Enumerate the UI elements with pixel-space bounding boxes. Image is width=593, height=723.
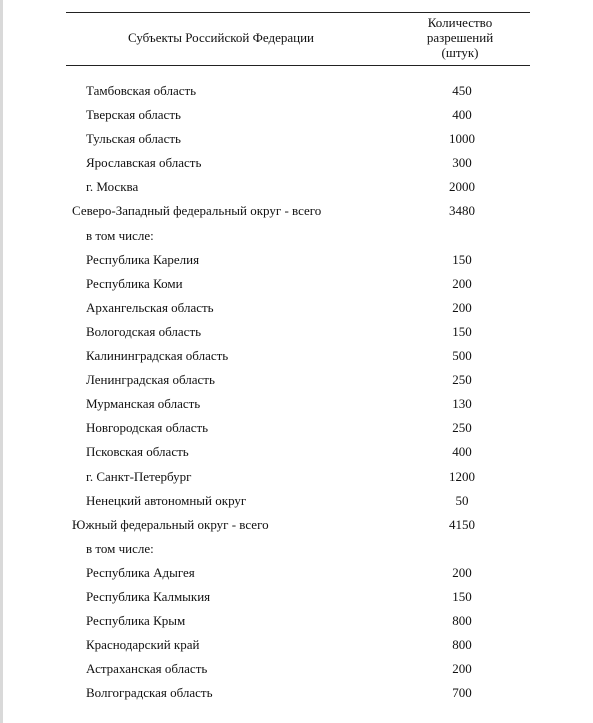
permit-count: 130 — [452, 396, 472, 412]
subject-name: в том числе: — [86, 227, 154, 243]
header-subjects-column: Субъекты Российской Федерации — [128, 30, 314, 45]
subject-name: Тверская область — [86, 107, 181, 123]
subtotal-note-row — [0, 537, 593, 561]
subject-name: Ленинградская область — [86, 372, 215, 388]
table-row — [0, 127, 593, 151]
table-body — [0, 79, 593, 705]
permit-count: 300 — [452, 155, 472, 171]
subtotal-note-row — [0, 224, 593, 248]
header-count-line-1: Количество — [427, 15, 493, 30]
subject-name: Архангельская область — [86, 299, 214, 315]
subject-name: Калининградская область — [86, 348, 229, 364]
district-total-row — [0, 199, 593, 223]
table-header — [66, 12, 530, 66]
table-row — [0, 175, 593, 199]
district-total-row — [0, 513, 593, 537]
permit-count: 50 — [455, 492, 469, 508]
permit-count: 700 — [452, 685, 472, 701]
permit-count: 450 — [452, 83, 472, 98]
permit-count: 200 — [452, 275, 472, 291]
permit-count: 800 — [452, 613, 472, 629]
subject-name: Ненецкий автономный округ — [86, 492, 247, 508]
table-row — [0, 392, 593, 416]
permit-count: 200 — [452, 299, 472, 315]
subject-name: Вологодская область — [86, 323, 202, 339]
permit-count: 1000 — [449, 131, 475, 147]
subject-name: Мурманская область — [86, 396, 201, 412]
header-count-line-3: (штук) — [441, 45, 479, 60]
subject-name: Псковская область — [86, 444, 189, 460]
table-row — [0, 489, 593, 513]
permit-count: 4150 — [449, 516, 475, 532]
permit-count: 250 — [452, 420, 472, 436]
table-row — [0, 585, 593, 609]
subject-name: Южный федеральный округ - всего — [72, 516, 269, 532]
subject-name: Тульская область — [86, 131, 181, 147]
table-row — [0, 657, 593, 681]
permit-count: 500 — [452, 348, 472, 364]
subject-name: Республика Крым — [86, 613, 186, 629]
permit-count: 250 — [452, 372, 472, 388]
subject-name: г. Санкт-Петербург — [86, 468, 192, 484]
table-row — [0, 151, 593, 175]
table-row — [0, 609, 593, 633]
permit-count: 200 — [452, 564, 472, 580]
permit-count: 200 — [452, 661, 472, 677]
subject-name: Новгородская область — [86, 420, 209, 436]
permit-count: 800 — [452, 637, 472, 653]
subject-name: Краснодарский край — [86, 637, 200, 653]
permit-count: 400 — [452, 444, 472, 460]
table-row — [0, 416, 593, 440]
permit-count: 400 — [452, 107, 472, 123]
table-row — [0, 320, 593, 344]
subject-name: Северо-Западный федеральный округ - всего — [72, 203, 322, 219]
table-row — [0, 561, 593, 585]
permit-count: 2000 — [449, 179, 475, 195]
subject-name: Волгоградская область — [86, 685, 213, 701]
permit-count: 3480 — [449, 203, 475, 219]
table-row — [0, 296, 593, 320]
table-row — [0, 368, 593, 392]
subject-name: Республика Коми — [86, 275, 183, 291]
header-count-line-2: разрешений — [426, 30, 494, 45]
subject-name: Астраханская область — [86, 661, 208, 677]
table-row — [0, 344, 593, 368]
subject-name: Республика Калмыкия — [86, 588, 211, 604]
subject-name: Республика Карелия — [86, 251, 200, 267]
table-row — [0, 440, 593, 464]
table-row — [0, 633, 593, 657]
subject-name: г. Москва — [86, 179, 139, 195]
table-row — [0, 465, 593, 489]
table-row — [0, 272, 593, 296]
table-row — [0, 79, 593, 103]
subject-name: Тамбовская область — [86, 83, 197, 98]
subject-name: Ярославская область — [86, 155, 202, 171]
permit-count: 1200 — [449, 468, 475, 484]
permit-count: 150 — [452, 323, 472, 339]
table-row — [0, 248, 593, 272]
subject-name: в том числе: — [86, 540, 154, 556]
table-row — [0, 103, 593, 127]
header-count-column — [398, 15, 522, 60]
permit-count: 150 — [452, 251, 472, 267]
permit-count: 150 — [452, 588, 472, 604]
table-row — [0, 681, 593, 705]
subject-name: Республика Адыгея — [86, 564, 195, 580]
